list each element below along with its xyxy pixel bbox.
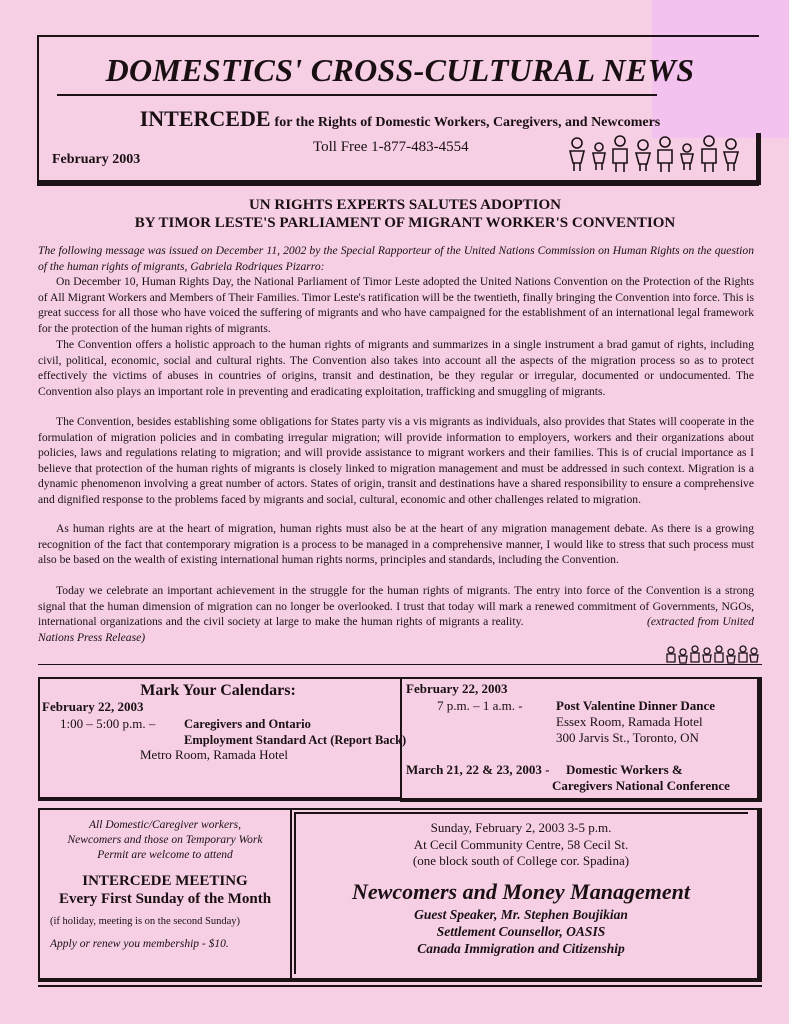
event-venue-2a: Essex Room, Ramada Hotel bbox=[556, 714, 703, 729]
holiday-note: (if holiday, meeting is on the second Sunday) bbox=[50, 916, 241, 927]
org-name: INTERCEDE bbox=[139, 106, 271, 131]
workshop-location: At Cecil Community Centre, 58 Cecil St. bbox=[413, 837, 629, 852]
calendar-time-1: 1:00 – 5:00 p.m. – bbox=[60, 716, 156, 731]
event-date-3: March 21, 22 & 23, 2003 - bbox=[406, 762, 550, 777]
meeting-note-line-2: Newcomers and those on Temporary Work bbox=[67, 834, 263, 846]
newsletter-title: DOMESTICS' CROSS-CULTURAL NEWS bbox=[105, 52, 695, 88]
event-1-line-2: Employment Standard Act (Report Back) bbox=[184, 733, 407, 747]
event-title-3a: Domestic Workers & bbox=[566, 762, 683, 777]
event-date-2: February 22, 2003 bbox=[406, 681, 508, 696]
org-tagline: for the Rights of Domestic Workers, Caregivers, and Newcomers bbox=[274, 115, 661, 130]
title-rule bbox=[57, 94, 657, 96]
calendar-heading: Mark Your Calendars: bbox=[140, 682, 296, 699]
event-title-3b: Caregivers National Conference bbox=[552, 778, 730, 793]
meeting-divider bbox=[290, 808, 292, 978]
article-paragraph-1: On December 10, Human Rights Day, the National Parliament of Timor Leste adopted the United Nations Convention on the Protection of the Rights of All Migrant Workers and Members of Their Families. Timor Leste's ratification will be the twentieth, finally bringing the Convention into force. This is great success for all those who have voiced the suffering of migrants and who have campaigned for the establishment of an international legal framework for the protection of the human rights of migrants. bbox=[38, 275, 754, 335]
headline-line-2: BY TIMOR LESTE'S PARLIAMENT OF MIGRANT WORKER'S CONVENTION bbox=[134, 215, 676, 231]
bottom-rule bbox=[38, 985, 762, 987]
article-headline bbox=[30, 196, 780, 232]
calendar-venue-1: Metro Room, Ramada Hotel bbox=[140, 747, 289, 762]
toll-free-phone: Toll Free 1-877-483-4554 bbox=[313, 139, 469, 155]
meeting-shadow-right bbox=[757, 808, 762, 982]
workshop-org: Canada Immigration and Citizenship bbox=[417, 941, 625, 956]
event-1-line-1: Caregivers and Ontario bbox=[184, 717, 311, 731]
article-paragraph-3: The Convention, besides establishing some obligations for States party vis a vis migrants as individuals, also provides that States will cooperate in the formulation of migration policies and in combating irregular migration; will provide information to employers, workers and their organizations about policies, laws and regulations relating to migration; and will provide assistance to migrant workers and their families. This is of crucial importance as I believe that protection of the human rights of migrants is closely linked to migration management and must be addressed in such context. Migration is a dynamic phenomenon involving a great number of actors. States of origin, transit and destinations have a shared responsibility to ensure a comprehensive and dignified response to the problems faced by migrants and social, cultural, economic and other challenges related to migration. bbox=[38, 415, 754, 506]
membership-note: Apply or renew you membership - $10. bbox=[50, 938, 229, 950]
events-box-shadow-bottom bbox=[400, 798, 762, 802]
meeting-note-line-3: Permit are welcome to attend bbox=[97, 849, 233, 861]
calendar-date-1: February 22, 2003 bbox=[42, 699, 144, 714]
meeting-note-line-1: All Domestic/Caregiver workers, bbox=[89, 819, 241, 831]
meeting-heading bbox=[42, 872, 288, 908]
workshop-datetime: Sunday, February 2, 2003 3-5 p.m. bbox=[430, 820, 612, 835]
event-venue-2b: 300 Jarvis St., Toronto, ON bbox=[556, 730, 699, 745]
calendar-event-1 bbox=[184, 716, 406, 748]
headline-line-1: UN RIGHTS EXPERTS SALUTES ADOPTION bbox=[248, 197, 562, 213]
article-source: (extracted from United Nations Press Release) bbox=[38, 615, 754, 644]
section-divider bbox=[38, 664, 762, 665]
events-box-shadow-right bbox=[757, 677, 762, 801]
meeting-heading-line-1: INTERCEDE MEETING bbox=[82, 873, 248, 889]
article-paragraph-4: As human rights are at the heart of migration, human rights must also be at the heart of any migration management debate. As there is a growing recognition of the fact that contemporary migration is a process to be managed in a comprehensive manner, I would like to stress that such process must also be based on the wealth of existing international human rights norms, principles and standards, including the Convention. bbox=[38, 522, 754, 566]
paragraph-5-text: Today we celebrate an important achievement in the struggle for the human rights of migrants. The entry into force of the Convention is a strong signal that the human dimension of migration can no longer be overlooked. I trust that today will mark a renewed commitment of Governments, NGOs, international organizations and the civil society at large to make the human rights of migrants a reality. bbox=[38, 584, 754, 628]
article-paragraph-2: The Convention offers a holistic approach to the human rights of migrants and summarizes in a single instrument a brad gamut of rights, including civil, political, economic, social and cultural rights. The Convention also takes into account all the aspects of the migration process so as to protect effectively the victims of abuses in countries of origins, transit and destination, be they regular or irregular, documented or undocumented. The Convention also plays an important role in preventing and eradicating exploitation, trafficking and smuggling of migrants. bbox=[38, 338, 754, 398]
masthead-shadow-bottom bbox=[37, 180, 761, 185]
org-line bbox=[40, 106, 760, 132]
workshop-speaker: Guest Speaker, Mr. Stephen Boujikian bbox=[414, 907, 628, 922]
meeting-note bbox=[42, 818, 288, 863]
meeting-shadow-bottom bbox=[38, 978, 762, 982]
issue-date: February 2003 bbox=[52, 152, 141, 167]
masthead-shadow-right bbox=[756, 133, 761, 185]
workshop-title: Newcomers and Money Management bbox=[352, 879, 690, 904]
article-paragraph-5 bbox=[38, 583, 754, 645]
event-title-2: Post Valentine Dinner Dance bbox=[556, 698, 716, 713]
family-figures-icon bbox=[565, 133, 745, 175]
workshop-directions: (one block south of College cor. Spadina) bbox=[412, 853, 630, 868]
small-family-figures-icon bbox=[665, 644, 759, 670]
article-intro: The following message was issued on December 11, 2002 by the Special Rapporteur of the United Nations Commission on Human Rights on the question of the human rights of migrants, Gabriela Rodriques Pizarro: bbox=[38, 244, 754, 273]
meeting-heading-line-2: Every First Sunday of the Month bbox=[58, 891, 272, 907]
workshop-speaker-role: Settlement Counsellor, OASIS bbox=[436, 924, 606, 939]
event-time-2: 7 p.m. – 1 a.m. - bbox=[437, 698, 523, 713]
calendar-box-shadow bbox=[38, 797, 402, 801]
